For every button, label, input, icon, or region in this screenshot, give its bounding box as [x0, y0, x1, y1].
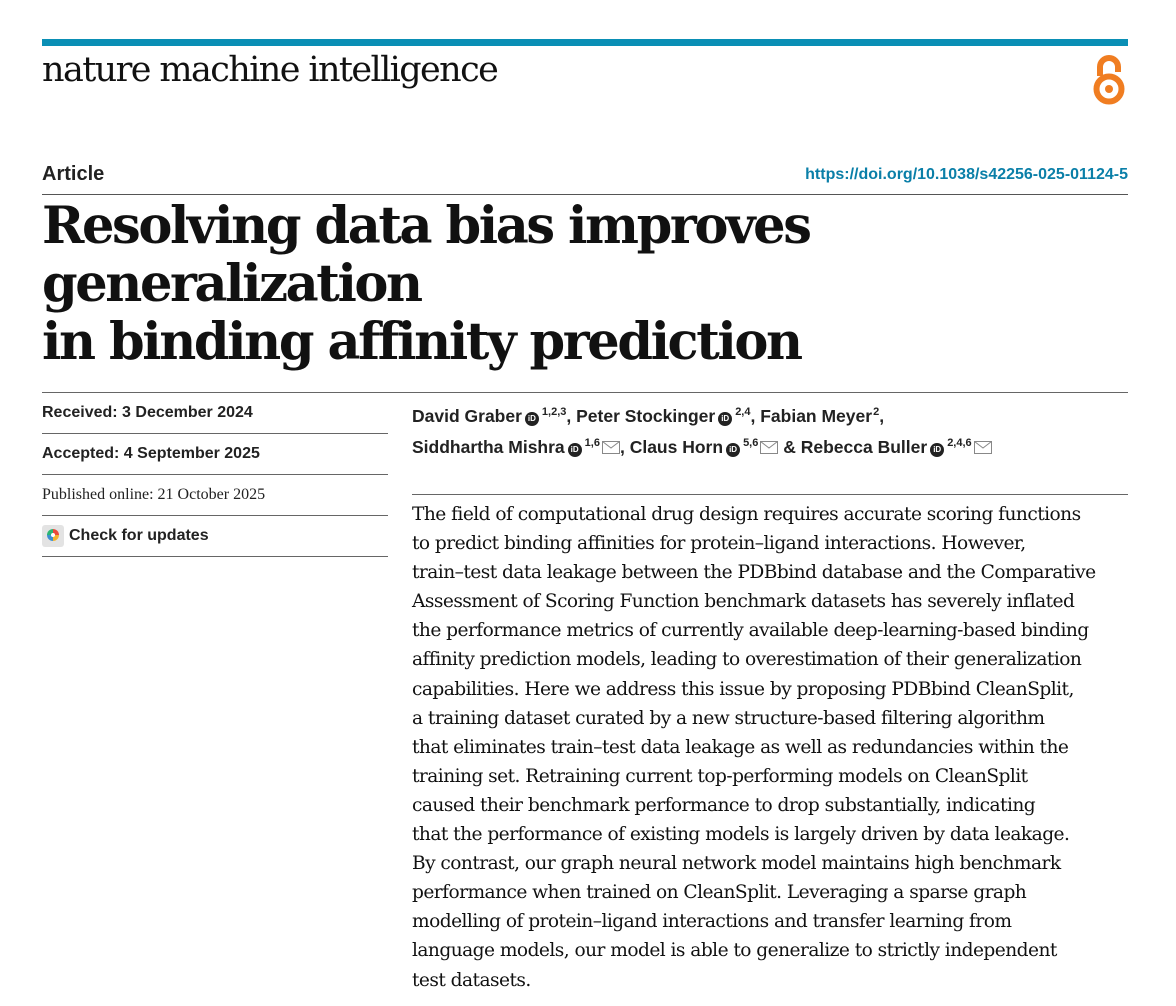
- orcid-icon[interactable]: iD: [525, 412, 539, 426]
- orcid-icon[interactable]: iD: [718, 412, 732, 426]
- orcid-icon[interactable]: iD: [726, 443, 740, 457]
- author-name: David Graber: [412, 406, 522, 426]
- abstract: [412, 500, 1142, 995]
- author-separator: &: [778, 437, 801, 457]
- abstract-line: modelling of protein–ligand interactions and transfer learning from: [412, 911, 1012, 933]
- title-line: in binding affinity prediction: [42, 312, 801, 372]
- abstract-line: test datasets.: [412, 969, 531, 991]
- published-date: Published online: 21 October 2025: [42, 475, 388, 516]
- received-date: Received: 3 December 2024: [42, 393, 388, 434]
- abstract-line: capabilities. Here we address this issue by proposing PDBbind CleanSplit,: [412, 678, 1074, 700]
- journal-name[interactable]: nature machine intelligence: [42, 50, 498, 90]
- author-affiliations: 5,6: [743, 437, 759, 449]
- article-title: [42, 197, 1152, 371]
- abstract-line: Assessment of Scoring Function benchmark datasets has severely inflated: [412, 591, 1075, 613]
- open-access-icon: [1090, 52, 1128, 106]
- author[interactable]: [760, 406, 879, 426]
- email-icon[interactable]: [974, 441, 992, 454]
- abstract-line: training set. Retraining current top-performing models on CleanSplit: [412, 765, 1028, 787]
- author[interactable]: [576, 406, 750, 426]
- author-separator: ,: [879, 406, 885, 426]
- abstract-line: that eliminates train–test data leakage as well as redundancies within the: [412, 736, 1069, 758]
- author-name: Claus Horn: [629, 437, 724, 457]
- title-line: Resolving data bias improves generalization: [42, 196, 810, 314]
- author-affiliations: 2,4,6: [947, 437, 972, 449]
- author-separator: ,: [619, 437, 630, 457]
- author[interactable]: [630, 437, 779, 457]
- abstract-line: caused their benchmark performance to drop substantially, indicating: [412, 794, 1036, 816]
- abstract-line: a training dataset curated by a new structure-based filtering algorithm: [412, 707, 1045, 729]
- check-for-updates-button[interactable]: [42, 516, 388, 557]
- author-separator: ,: [750, 406, 761, 426]
- abstract-line: to predict binding affinities for protein–ligand interactions. However,: [412, 533, 1026, 555]
- author-affiliations: 2: [873, 406, 880, 418]
- author[interactable]: [412, 437, 620, 457]
- author-list: [412, 399, 1128, 461]
- abstract-line: that the performance of existing models is largely driven by data leakage.: [412, 824, 1070, 846]
- author-affiliations: 1,6: [584, 437, 600, 449]
- abstract-line: performance when trained on CleanSplit. Leveraging a sparse graph: [412, 882, 1027, 904]
- divider: [412, 494, 1128, 495]
- author[interactable]: [801, 437, 992, 457]
- author-name: Peter Stockinger: [576, 406, 716, 426]
- author-affiliations: 2,4: [735, 406, 751, 418]
- abstract-line: train–test data leakage between the PDBbind database and the Comparative: [412, 562, 1096, 584]
- author-separator: ,: [566, 406, 577, 426]
- orcid-icon[interactable]: iD: [568, 443, 582, 457]
- abstract-line: the performance metrics of currently available deep-learning-based binding: [412, 620, 1089, 642]
- article-type: Article: [42, 163, 105, 185]
- orcid-icon[interactable]: iD: [930, 443, 944, 457]
- author-name: Fabian Meyer: [760, 406, 873, 426]
- author[interactable]: [412, 406, 566, 426]
- divider: [42, 194, 1128, 195]
- email-icon[interactable]: [602, 441, 620, 454]
- author-affiliations: 1,2,3: [541, 406, 567, 418]
- abstract-line: The field of computational drug design requires accurate scoring functions: [412, 504, 1081, 525]
- email-icon[interactable]: [760, 441, 778, 454]
- check-updates-label: Check for updates: [69, 527, 209, 544]
- journal-top-bar: [42, 39, 1128, 46]
- abstract-line: affinity prediction models, leading to overestimation of their generalization: [412, 649, 1082, 671]
- abstract-line: language models, our model is able to generalize to strictly independent: [412, 940, 1057, 962]
- author-name: Rebecca Buller: [800, 437, 928, 457]
- check-updates-icon: [42, 525, 64, 547]
- doi-link[interactable]: https://doi.org/10.1038/s42256-025-01124-5: [805, 166, 1128, 183]
- accepted-date: Accepted: 4 September 2025: [42, 434, 388, 475]
- author-name: Siddhartha Mishra: [412, 437, 565, 457]
- publication-history: [42, 393, 388, 557]
- abstract-line: By contrast, our graph neural network model maintains high benchmark: [412, 853, 1061, 875]
